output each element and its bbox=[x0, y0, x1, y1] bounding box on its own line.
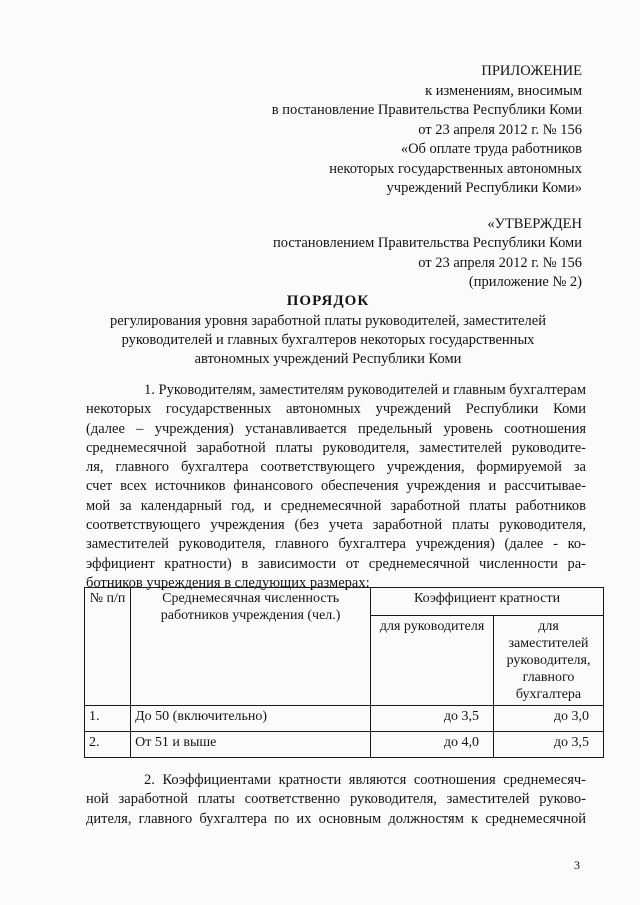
header-for-deputy: для заместителей руководителя, главного бухгалтера bbox=[494, 616, 604, 706]
header-for-head: для руководителя bbox=[371, 616, 494, 706]
title-sub-line: руководителей и главных бухгалтеров некоторых государственных bbox=[121, 332, 535, 348]
row-coef-deputy: до 3,0 bbox=[494, 706, 604, 732]
paragraph-2 bbox=[86, 771, 586, 829]
header-line: «УТВЕРЖДЕН bbox=[487, 215, 582, 232]
row-number: 1. bbox=[85, 706, 131, 732]
paragraph-1 bbox=[86, 381, 586, 593]
header-line: «Об оплате труда работников bbox=[400, 141, 582, 157]
header-coefficient: Коэффициент кратности bbox=[371, 588, 604, 616]
header-line: некоторых государственных автономных bbox=[329, 160, 582, 177]
header-number: № п/п bbox=[85, 588, 131, 706]
header-line: ПРИЛОЖЕНИЕ bbox=[481, 63, 582, 79]
row-employee-count: От 51 и выше bbox=[131, 732, 371, 758]
paragraph-line: ля, главного бухгалтера соответствующего учреждения, формируемой за bbox=[86, 459, 586, 476]
title-sub-line: регулирования уровня заработной платы руководителей, заместителей bbox=[110, 313, 546, 329]
paragraph-line: некоторых государственных автономных учреждений Республики Коми bbox=[86, 401, 586, 418]
header-line: учреждений Республики Коми» bbox=[386, 180, 582, 196]
table-row bbox=[85, 732, 604, 758]
header-line: к изменениям, вносимым bbox=[425, 82, 582, 99]
row-coef-head: до 4,0 bbox=[371, 732, 494, 758]
paragraph-line: 1. Руководителям, заместителям руководителей и главным бухгалтерам bbox=[144, 382, 586, 398]
row-coef-deputy: до 3,5 bbox=[494, 732, 604, 758]
header-line: от 23 апреля 2012 г. № 156 bbox=[418, 254, 582, 271]
appendix-header bbox=[272, 62, 582, 293]
header-employee-count: Среднемесячная численность работников учреждения (чел.) bbox=[131, 588, 371, 706]
approved-lines bbox=[272, 215, 582, 293]
title-sub-line: автономных учреждений Республики Коми bbox=[194, 351, 462, 367]
paragraph-line: 2. Коэффициентами кратности являются соотношения среднемесяч- bbox=[144, 772, 586, 788]
header-line: в постановление Правительства Республики Коми bbox=[271, 102, 582, 118]
table-header-row bbox=[85, 588, 604, 616]
table-row bbox=[85, 706, 604, 732]
paragraph-line: эффициент кратности) в зависимости от среднемесячной численности ра- bbox=[86, 555, 586, 572]
header-line: от 23 апреля 2012 г. № 156 bbox=[418, 121, 582, 138]
header-line: (приложение № 2) bbox=[468, 274, 582, 290]
header-line: постановлением Правительства Республики Коми bbox=[273, 235, 582, 251]
page-number: 3 bbox=[574, 858, 580, 872]
row-number: 2. bbox=[85, 732, 131, 758]
paragraph-line: дителя, главного бухгалтера по их основным должностям к среднемесячной bbox=[86, 810, 586, 827]
row-coef-head: до 3,5 bbox=[371, 706, 494, 732]
document-title bbox=[70, 292, 586, 369]
row-employee-count: До 50 (включительно) bbox=[131, 706, 371, 732]
paragraph-line: ной заработной платы соответственно руководителя, заместителей руково- bbox=[86, 791, 586, 808]
paragraph-line: ботников учреждения в следующих размерах: bbox=[86, 574, 370, 591]
appendix-lines bbox=[272, 62, 582, 199]
paragraph-line: мой за календарный год, и среднемесячной заработной платы работников bbox=[86, 497, 586, 514]
paragraph-line: среднемесячной заработной платы руководителя, заместителей руководите- bbox=[86, 439, 586, 456]
title-main: ПОРЯДОК bbox=[286, 293, 370, 309]
paragraph-line: заместителей руководителя, главного бухгалтера учреждения) (далее - ко- bbox=[86, 536, 586, 553]
paragraph-line: (далее – учреждения) устанавливается предельный уровень соотношения bbox=[86, 420, 586, 437]
coefficient-table bbox=[84, 587, 604, 758]
paragraph-line: счет всех источников финансового обеспечения учреждения и рассчитывае- bbox=[86, 478, 586, 495]
paragraph-line: соответствующего учреждения (без учета заработной платы руководителя, bbox=[86, 517, 586, 534]
